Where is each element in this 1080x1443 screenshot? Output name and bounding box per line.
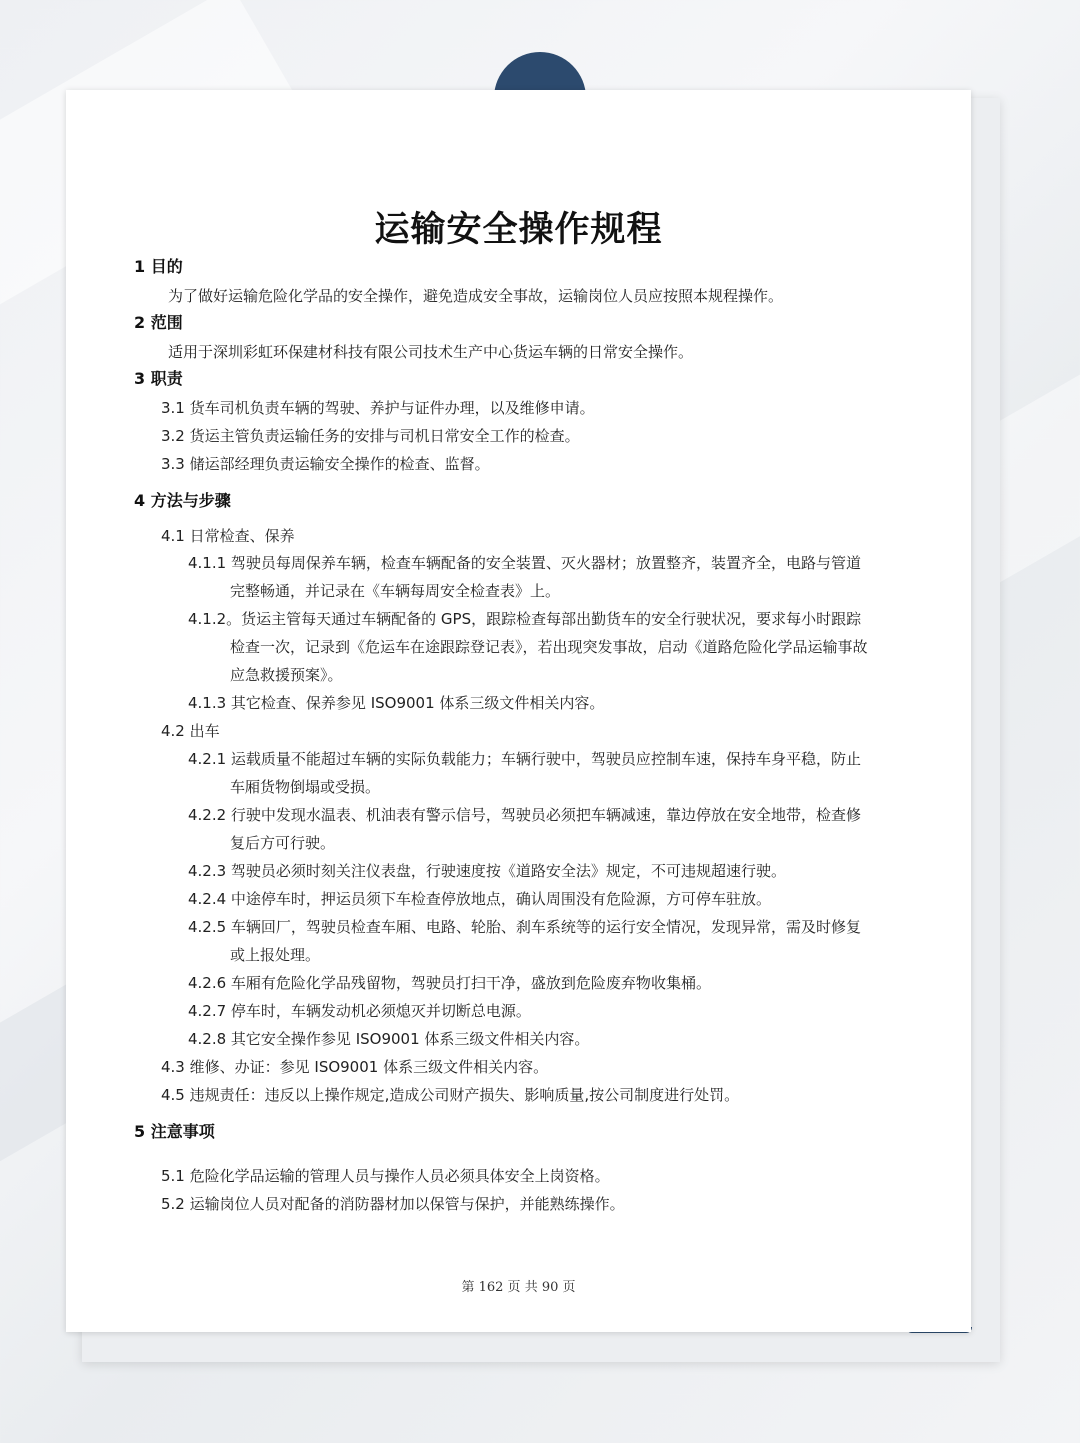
section-heading: 3 职责 [134, 369, 183, 388]
body-line: 4.2.8 其它安全操作参见 ISO9001 体系三级文件相关内容。 [188, 1030, 590, 1048]
section-heading: 5 注意事项 [134, 1122, 215, 1141]
document-page [66, 90, 971, 1332]
body-line: 4.1.2。货运主管每天通过车辆配备的 GPS，跟踪检查每部出勤货车的安全行驶状况，要求每小时跟踪 [188, 610, 862, 628]
body-line: 4.2.2 行驶中发现水温表、机油表有警示信号，驾驶员必须把车辆减速，靠边停放在安全地带，检查修 [188, 806, 861, 824]
body-line: 车厢货物倒塌或受损。 [230, 778, 381, 796]
body-line: 检查一次，记录到《危运车在途跟踪登记表》，若出现突发事故，启动《道路危险化学品运输事故 [230, 638, 868, 656]
body-line: 4.2.5 车辆回厂，驾驶员检查车厢、电路、轮胎、刹车系统等的运行安全情况，发现异常，需及时修复 [188, 918, 861, 936]
body-line: 应急救援预案》。 [230, 666, 343, 684]
body-line: 4.2.4 中途停车时，押运员须下车检查停放地点，确认周围没有危险源，方可停车驻放。 [188, 890, 771, 908]
body-line: 4.2.6 车厢有危险化学品残留物，驾驶员打扫干净，盛放到危险废弃物收集桶。 [188, 974, 711, 992]
body-line: 完整畅通，并记录在《车辆每周安全检查表》上。 [230, 582, 561, 600]
body-line: 或上报处理。 [230, 946, 321, 964]
body-line: 5.2 运输岗位人员对配备的消防器材加以保管与保护，并能熟练操作。 [161, 1195, 625, 1213]
section-heading: 1 目的 [134, 257, 183, 276]
body-line: 适用于深圳彩虹环保建材科技有限公司技术生产中心货运车辆的日常安全操作。 [168, 343, 694, 361]
section-heading: 4 方法与步骤 [134, 491, 231, 510]
body-line: 5.1 危险化学品运输的管理人员与操作人员必须具体安全上岗资格。 [161, 1167, 610, 1185]
page-number-footer: 第 162 页 共 90 页 [461, 1280, 576, 1295]
body-line: 3.3 储运部经理负责运输安全操作的检查、监督。 [161, 455, 490, 473]
body-line: 4.2.3 驾驶员必须时刻关注仪表盘，行驶速度按《道路安全法》规定，不可违规超速行驶。 [188, 862, 786, 880]
body-line: 4.3 维修、办证：参见 ISO9001 体系三级文件相关内容。 [161, 1058, 549, 1076]
body-line: 复后方可行驶。 [230, 834, 336, 852]
body-line: 为了做好运输危险化学品的安全操作，避免造成安全事故，运输岗位人员应按照本规程操作。 [168, 287, 784, 305]
body-line: 4.2 出车 [161, 722, 220, 740]
section-heading: 2 范围 [134, 313, 183, 332]
body-line: 4.5 违规责任：违反以上操作规定,造成公司财产损失、影响质量,按公司制度进行处罚。 [161, 1086, 740, 1104]
document-title: 运输安全操作规程 [374, 210, 663, 250]
body-line: 4.2.1 运载质量不能超过车辆的实际负载能力；车辆行驶中，驾驶员应控制车速，保持车身平稳，防止 [188, 750, 861, 768]
body-line: 4.1.3 其它检查、保养参见 ISO9001 体系三级文件相关内容。 [188, 694, 605, 712]
body-line: 4.1 日常检查、保养 [161, 527, 295, 545]
body-line: 3.2 货运主管负责运输任务的安排与司机日常安全工作的检查。 [161, 427, 580, 445]
body-line: 4.1.1 驾驶员每周保养车辆，检查车辆配备的安全装置、灭火器材；放置整齐，装置齐全，电路与管道 [188, 554, 861, 572]
body-line: 4.2.7 停车时，车辆发动机必须熄灭并切断总电源。 [188, 1002, 531, 1020]
body-line: 3.1 货车司机负责车辆的驾驶、养护与证件办理，以及维修申请。 [161, 399, 595, 417]
